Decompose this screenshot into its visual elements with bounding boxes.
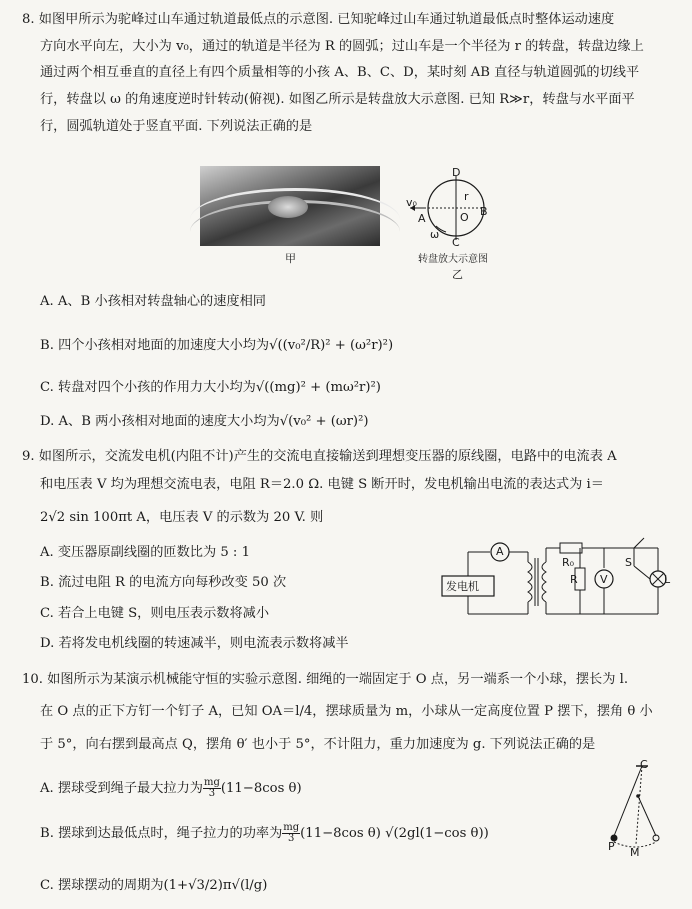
wire-s-to-l [634,566,650,579]
q8-option-d-formula: √(v₀² + (ωr)²) [279,414,369,429]
q10-line-1: 10. 如图所示为某演示机械能守恒的实验示意图. 细绳的一端固定于 O 点，另一端系一个小球，摆长为 l. [22,672,629,687]
q10-option-b-num: mg [283,822,300,833]
q8-option-b [40,336,393,355]
pendulum-m-label: M [630,846,640,859]
q10-option-a-fraction [203,778,221,799]
label-c: C [452,236,460,249]
string-right [638,796,656,836]
circuit-l-label: L [664,573,671,586]
q8-line-2: 方向水平向左，大小为 v₀，通过的轨道是半径为 R 的圆弧；过山车是一个半径为 r 的转盘，转盘边缘上 [40,39,644,54]
circuit-s-label: S [625,556,632,569]
resistor-r0 [560,543,582,553]
q8-line-1: 8. 如图甲所示为驼峰过山车通过轨道最低点的示意图. 已知驼峰过山车通过轨道最低点时整体运动速度 [22,12,615,27]
q8-line-3: 通过两个相互垂直的直径上有四个质量相等的小孩 A、B、C、D，某时刻 AB 直径与轨道圆弧的切线平 [40,65,640,80]
q8-option-b-formula: √((v₀²/R)² + (ω²r)²) [269,338,394,353]
q10-option-b [40,823,489,844]
label-d: D [452,166,461,179]
q10-option-b-formula: (11−8cos θ) √(2gl(1−cos θ)) [300,826,489,841]
fig-yi-caption: 转盘放大示意图 [418,254,488,265]
q9-option-c: C. 若合上电键 S，则电压表示数将减小 [40,606,270,621]
primary-coil [528,562,532,602]
q8-option-c-text: C. 转盘对四个小孩的作用力大小均为 [40,380,256,395]
q8-option-d-text: D. A、B 两小孩相对地面的速度大小均为 [40,414,280,429]
q10-option-c-formula: (1+√3/2)π√(l/g) [163,878,268,893]
label-b: B [480,205,488,218]
q10-option-a [40,778,302,799]
q9-line-1: 9. 如图所示，交流发电机(内阻不计)产生的交流电直接输送到理想变压器的原线圈，电路中的电流表 A [22,449,617,464]
switch-s [634,538,644,548]
circuit-r0-label: R₀ [562,556,575,569]
pendulum-p-label: P [608,840,615,853]
q8-line-4: 行，转盘以 ω 的角速度逆时针转动(俯视). 如图乙所示是转盘放大示意图. 已知 R≫r，转盘与水平面平 [40,92,635,107]
secondary-coil [542,562,546,602]
q10-option-c [40,876,267,895]
q9-option-b: B. 流过电阻 R 的电流方向每秒改变 50 次 [40,575,287,590]
q8-option-a: A. A、B 小孩相对转盘轴心的速度相同 [40,294,266,309]
turntable-photo [268,196,308,218]
q8-option-d [40,412,369,431]
circuit-generator-label: 发电机 [446,580,479,593]
q10-option-a-num: mg [203,777,220,788]
q10-option-b-den: 3 [288,833,295,844]
string-left [614,766,642,836]
q8-option-b-text: B. 四个小孩相对地面的加速度大小均为 [40,338,270,353]
q8-option-c-formula: √((mg)² + (mω²r)²) [255,380,381,395]
label-omega: ω [430,228,440,241]
circuit-voltmeter-label: V [600,573,608,586]
q10-option-b-text: B. 摆球到达最低点时，绳子拉力的功率为 [40,826,283,841]
fig-yi-label: 乙 [452,268,463,281]
pendulum-o-label: C [640,758,648,771]
q10-option-c-text: C. 摆球摆动的周期为 [40,878,164,893]
q8-line-5: 行，圆弧轨道处于竖直平面. 下列说法正确的是 [40,119,313,134]
label-o: O [460,211,469,224]
label-a: A [418,212,426,225]
circuit-r-label: R [570,573,578,586]
q10-option-a-den: 3 [208,788,216,799]
q9-option-a: A. 变压器原副线圈的匝数比为 5 : 1 [40,545,250,560]
label-r: r [464,190,469,203]
q9-line-3: 2√2 sin 100πt A，电压表 V 的示数为 20 V. 则 [40,510,324,525]
q10-line-3: 于 5°，向右摆到最高点 Q，摆角 θ′ 也小于 5°，不计阻力，重力加速度为 g. 下列说法正确的是 [40,737,596,752]
q10-option-b-fraction [282,823,300,844]
fig-jia-label: 甲 [285,252,296,265]
q10-option-a-formula: (11−8cos θ) [220,781,302,796]
circuit-ammeter-label: A [496,545,504,558]
q10-option-a-text: A. 摆球受到绳子最大拉力为 [40,781,203,796]
q9-option-d: D. 若将发电机线圈的转速减半，则电流表示数将减半 [40,636,349,651]
q8-option-c [40,378,381,397]
nail-a [636,794,640,798]
q10-line-2: 在 O 点的正下方钉一个钉子 A，已知 OA＝l/4，摆球质量为 m，小球从一定高度位置 P 摆下，摆角 θ 小 [40,704,653,719]
label-v0: v₀ [406,196,417,209]
q9-line-2: 和电压表 V 均为理想交流电表，电阻 R＝2.0 Ω. 电键 S 断开时，发电机输出电流的表达式为 i＝ [40,477,604,492]
